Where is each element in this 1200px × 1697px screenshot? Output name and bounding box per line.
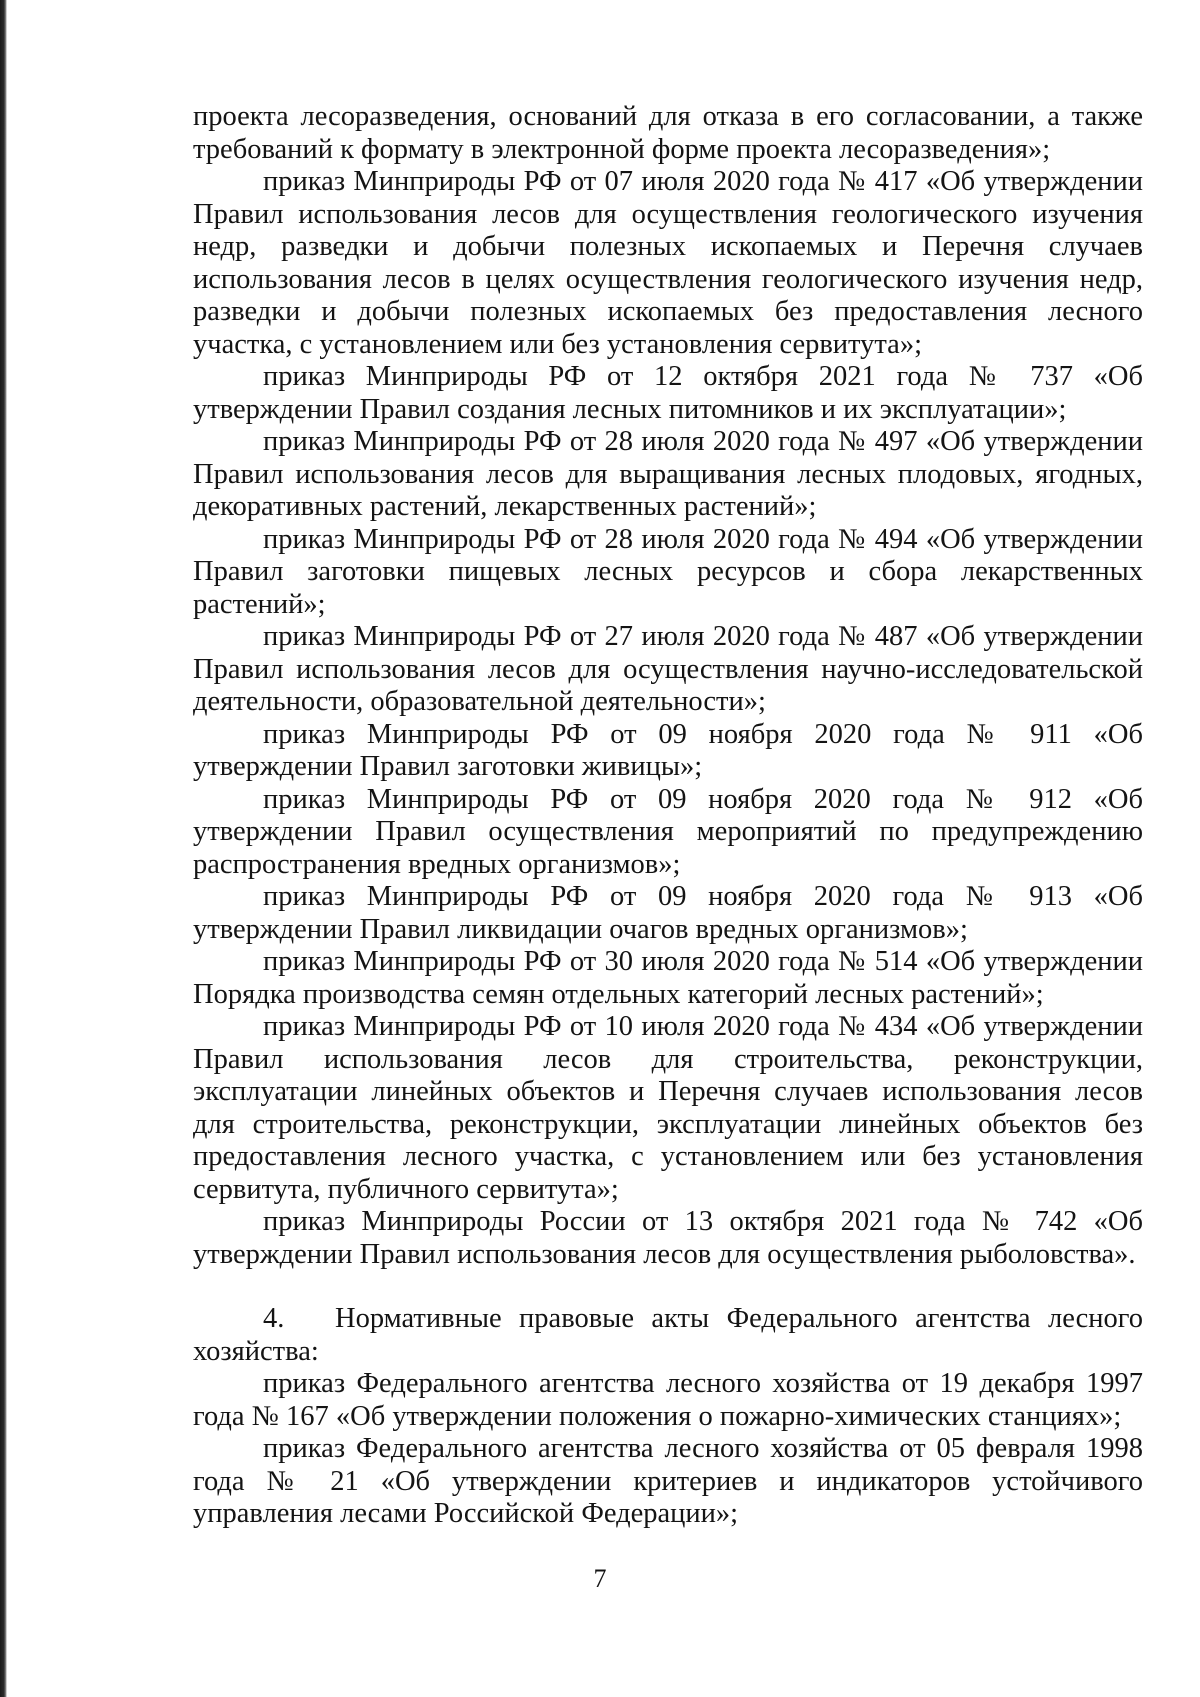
section-4-number: 4. [263, 1303, 285, 1334]
paragraph-order-434: приказ Минприроды РФ от 10 июля 2020 года № 434 «Об утверждении Правил использования лесов для строительства, реконструкции, эксплуатации линейных объектов и Перечня случаев использования лесов для строительства, реконструкции, эксплуатации линейных объектов без предоставления лесного участка, с установлением или без установления сервитута, публичного сервитута»; [193, 1011, 1143, 1205]
scan-edge-shadow [0, 0, 7, 1697]
section-4-heading [193, 1303, 1143, 1368]
paragraph-order-742: приказ Минприроды России от 13 октября 2021 года № 742 «Об утверждении Правил использования лесов для осуществления рыболовства». [193, 1206, 1143, 1270]
paragraph-order-912: приказ Минприроды РФ от 09 ноября 2020 года № 912 «Об утверждении Правил осуществления мероприятий по предупреждению распространения вредных организмов»; [193, 783, 1143, 880]
paragraph-order-737: приказ Минприроды РФ от 12 октября 2021 года № 737 «Об утверждении Правил создания лесных питомников и их эксплуатации»; [193, 361, 1143, 425]
page-number: 7 [593, 1564, 607, 1593]
paragraph-order-167: приказ Федерального агентства лесного хозяйства от 19 декабря 1997 года № 167 «Об утверждении положения о пожарно-химических станциях»; [193, 1368, 1143, 1432]
paragraph-order-417: приказ Минприроды РФ от 07 июля 2020 года № 417 «Об утверждении Правил использования лесов для осуществления геологического изучения недр, разведки и добычи полезных ископаемых и Перечня случаев использования лесов в целях осуществления геологического изучения недр, разведки и добычи полезных ископаемых без предоставления лесного участка, с установлением или без установления сервитута»; [193, 166, 1143, 360]
paragraph-order-21: приказ Федерального агентства лесного хозяйства от 05 февраля 1998 года № 21 «Об утверждении критериев и индикаторов устойчивого управления лесами Российской Федерации»; [193, 1433, 1143, 1529]
paragraph-order-913: приказ Минприроды РФ от 09 ноября 2020 года № 913 «Об утверждении Правил ликвидации очагов вредных организмов»; [193, 881, 1143, 945]
document-body [193, 101, 1143, 1531]
paragraph-order-514: приказ Минприроды РФ от 30 июля 2020 года № 514 «Об утверждении Порядка производства семян отдельных категорий лесных растений»; [193, 946, 1143, 1010]
section-4-title: Нормативные правовые акты Федерального агентства лесного хозяйства: [193, 1303, 1143, 1367]
paragraph-order-497: приказ Минприроды РФ от 28 июля 2020 года № 497 «Об утверждении Правил использования лесов для выращивания лесных плодовых, ягодных, декоративных растений, лекарственных растений»; [193, 426, 1143, 522]
paragraph-continuation: проекта лесоразведения, оснований для отказа в его согласовании, а также требований к формату в электронной форме проекта лесоразведения»; [193, 101, 1143, 165]
paragraph-order-487: приказ Минприроды РФ от 27 июля 2020 года № 487 «Об утверждении Правил использования лесов для осуществления научно-исследовательской деятельности, образовательной деятельности»; [193, 621, 1143, 717]
paragraph-order-494: приказ Минприроды РФ от 28 июля 2020 года № 494 «Об утверждении Правил заготовки пищевых лесных ресурсов и сбора лекарственных растений»; [193, 523, 1143, 620]
paragraph-order-911: приказ Минприроды РФ от 09 ноября 2020 года № 911 «Об утверждении Правил заготовки живицы»; [193, 718, 1143, 782]
